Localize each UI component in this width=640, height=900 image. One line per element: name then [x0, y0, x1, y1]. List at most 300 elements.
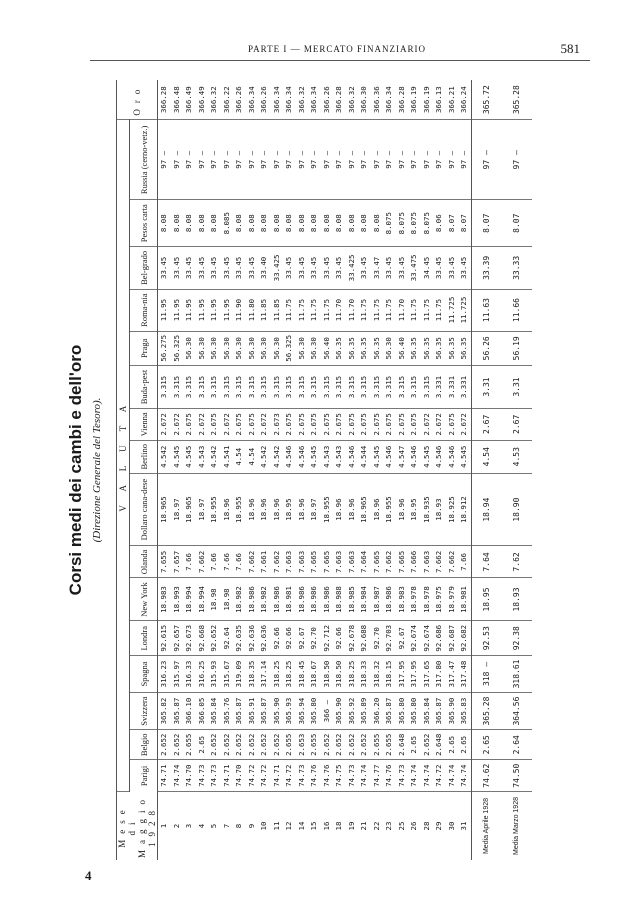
table-cell: 92.657: [171, 621, 184, 656]
table-cell: 4.546: [408, 440, 421, 473]
table-cell: 7.657: [171, 546, 184, 578]
table-cell: 8.08: [308, 200, 321, 247]
table-cell: 33.45: [221, 247, 234, 289]
table-cell: 8.08: [158, 200, 171, 247]
table-cell: 4.546: [446, 440, 459, 473]
table-cell: 18.955: [208, 473, 221, 546]
table-cell: 18.912: [458, 473, 471, 546]
table-cell: 2.672: [421, 409, 434, 441]
table-cell: 315.93: [208, 656, 221, 693]
table-cell: 8.085: [221, 200, 234, 247]
table-cell: 7.663: [283, 546, 296, 578]
row-label: 1: [159, 823, 168, 829]
table-cell: 18.984: [358, 578, 371, 621]
table-cell: 56.30: [271, 331, 284, 366]
table-cell: 7.666: [408, 546, 421, 578]
column-header: New York: [130, 578, 158, 621]
table-cell: 8.08: [283, 200, 296, 247]
average-row: [502, 80, 532, 860]
table-cell: 7.663: [421, 546, 434, 578]
table-cell: 3.331: [446, 366, 459, 409]
table-cell: 7.62: [502, 546, 532, 578]
table-cell: 318 —: [471, 656, 502, 693]
table-cell: 92.70: [371, 621, 384, 656]
table-cell: 366.28: [158, 80, 171, 120]
table-cell: 74.76: [308, 760, 321, 792]
table-cell: 8.08: [271, 200, 284, 247]
table-cell: 7.66: [233, 546, 246, 578]
table-cell: 318.67: [308, 656, 321, 693]
table-cell: 11.63: [471, 289, 502, 331]
table-cell: 56.30: [296, 331, 309, 366]
table-cell: 33.45: [208, 247, 221, 289]
table-cell: 56.35: [446, 331, 459, 366]
table-cell: 366.20: [371, 692, 384, 729]
table-cell: 2.652: [358, 730, 371, 760]
table-cell: 7.662: [433, 546, 446, 578]
table-cell: 365.94: [296, 692, 309, 729]
table-cell: 4.542: [208, 440, 221, 473]
group-header-row: [117, 80, 130, 860]
table-cell: 8.07: [446, 200, 459, 247]
table-cell: 92.67: [296, 621, 309, 656]
table-cell: 92.66: [333, 621, 346, 656]
table-cell: 2.65: [446, 730, 459, 760]
table-cell: 11.95: [196, 289, 209, 331]
table-cell: 18.955: [383, 473, 396, 546]
table-cell: 11.725: [446, 289, 459, 331]
table-cell: 3.315: [258, 366, 271, 409]
table-cell: 11.75: [371, 289, 384, 331]
table-cell: 318.25: [283, 656, 296, 693]
table-cell: 92.66: [283, 621, 296, 656]
table-body: [158, 80, 532, 860]
column-header-row: [130, 80, 158, 860]
table-cell: 74.74: [171, 760, 184, 792]
table-cell: 56.40: [321, 331, 334, 366]
table-cell: 366.34: [308, 80, 321, 120]
table-cell: 365.92: [346, 692, 359, 729]
table-cell: 366.34: [246, 80, 259, 120]
table-cell: 318.50: [321, 656, 334, 693]
table-cell: 2.672: [258, 409, 271, 441]
table-cell: 18.96: [246, 473, 259, 546]
table-cell: 365.82: [158, 692, 171, 729]
table-cell: 365.80: [408, 692, 421, 729]
table-cell: 2.652: [333, 730, 346, 760]
table-cell: 3.315: [346, 366, 359, 409]
table-cell: 7.662: [196, 546, 209, 578]
table-cell: 8.07: [471, 200, 502, 247]
table-cell: 74.73: [196, 760, 209, 792]
table-cell: 33.45: [308, 247, 321, 289]
table-cell: 8.075: [408, 200, 421, 247]
column-header: Buda-pest: [130, 366, 158, 409]
table-cell: 92.712: [321, 621, 334, 656]
table-cell: 2.65: [196, 730, 209, 760]
table-cell: 2.652: [346, 730, 359, 760]
table-cell: 97 —: [346, 120, 359, 200]
table-cell: 11.75: [421, 289, 434, 331]
table-cell: 366.05: [196, 692, 209, 729]
table-cell: 2.675: [396, 409, 409, 441]
table-cell: 74.72: [258, 760, 271, 792]
table-cell: 318.45: [296, 656, 309, 693]
table-cell: 4.545: [171, 440, 184, 473]
row-label: 7: [221, 823, 231, 829]
table-cell: 18.96: [221, 473, 234, 546]
table-cell: 318.25: [346, 656, 359, 693]
table-cell: 4.546: [433, 440, 446, 473]
table-cell: 365.28: [502, 80, 532, 120]
table-cell: 56.35: [358, 331, 371, 366]
table-cell: 7.66: [208, 546, 221, 578]
table-cell: 74.76: [321, 760, 334, 792]
table-cell: 2.675: [233, 409, 246, 441]
table-cell: 7.665: [308, 546, 321, 578]
table-cell: 11.75: [433, 289, 446, 331]
table-cell: 92.688: [358, 621, 371, 656]
table-cell: 56.30: [221, 331, 234, 366]
table-cell: 3.315: [333, 366, 346, 409]
table-cell: 18.90: [502, 473, 532, 546]
table-cell: 2.675: [296, 409, 309, 441]
table-cell: 366.19: [408, 80, 421, 120]
table-cell: 11.75: [283, 289, 296, 331]
table-cell: 366.32: [346, 80, 359, 120]
table-cell: 18.96: [371, 473, 384, 546]
row-label: 21: [359, 821, 368, 831]
table-cell: 11.85: [271, 289, 284, 331]
table-cell: 11.66: [502, 289, 532, 331]
row-label: 19: [346, 821, 356, 831]
table-cell: 97 —: [502, 120, 532, 200]
table-cell: 56.19: [502, 331, 532, 366]
table-cell: 92.636: [258, 621, 271, 656]
table-cell: 18.975: [433, 578, 446, 621]
table-cell: 2.675: [333, 409, 346, 441]
table-cell: 7.663: [333, 546, 346, 578]
table-cell: 7.66: [221, 546, 234, 578]
table-cell: 18.96: [346, 473, 359, 546]
table-cell: 2.672: [221, 409, 234, 441]
table-cell: 74.76: [383, 760, 396, 792]
table-cell: 18.93: [433, 473, 446, 546]
table-cell: 97 —: [271, 120, 284, 200]
table-cell: 8.08: [333, 200, 346, 247]
table-cell: 18.96: [271, 473, 284, 546]
table-cell: 11.70: [333, 289, 346, 331]
table-cell: 33.45: [458, 247, 471, 289]
table-cell: 18.988: [333, 578, 346, 621]
table-cell: 18.95: [408, 473, 421, 546]
table-cell: 18.983: [158, 578, 171, 621]
table-cell: 18.982: [258, 578, 271, 621]
table-cell: 18.986: [308, 578, 321, 621]
table-cell: 365.28: [471, 692, 502, 729]
table-cell: 56.30: [196, 331, 209, 366]
table-cell: 366.48: [171, 80, 184, 120]
table-cell: 18.978: [408, 578, 421, 621]
row-label: 8: [234, 823, 243, 829]
table-cell: 365.87: [258, 692, 271, 729]
table-cell: 33.39: [471, 247, 502, 289]
table-cell: 18.986: [271, 578, 284, 621]
row-label: 23: [384, 821, 393, 831]
column-header: Belgio: [130, 730, 158, 760]
table-cell: 4.545: [183, 440, 196, 473]
table-cell: 316.23: [158, 656, 171, 693]
table-cell: 97 —: [221, 120, 234, 200]
table-cell: 34.45: [421, 247, 434, 289]
table-cell: 364.56: [502, 692, 532, 729]
table-cell: 365.84: [208, 692, 221, 729]
table-cell: 2.64: [502, 730, 532, 760]
table-cell: 3.315: [246, 366, 259, 409]
table-cell: 7.661: [258, 546, 271, 578]
table-cell: 97 —: [183, 120, 196, 200]
table-cell: 317.47: [446, 656, 459, 693]
row-label: 10: [259, 821, 268, 831]
table-cell: 4.543: [196, 440, 209, 473]
page-number: 581: [560, 41, 580, 56]
table-cell: 8.06: [433, 200, 446, 247]
table-row: [208, 80, 221, 860]
table-cell: 18.96: [396, 473, 409, 546]
table-cell: 366.10: [183, 692, 196, 729]
table-cell: 18.994: [183, 578, 196, 621]
table-cell: 4.54: [246, 440, 259, 473]
table-cell: 2.67: [471, 409, 502, 441]
table-cell: 315.97: [171, 656, 184, 693]
table-cell: 366.24: [458, 80, 471, 120]
table-cell: 97 —: [371, 120, 384, 200]
table-cell: 4.546: [346, 440, 359, 473]
table-cell: 92.674: [408, 621, 421, 656]
table-cell: 33.45: [233, 247, 246, 289]
table-cell: 97 —: [433, 120, 446, 200]
table-cell: 56.35: [421, 331, 434, 366]
table-cell: 18.993: [171, 578, 184, 621]
table-cell: 8.075: [383, 200, 396, 247]
table-cell: 18.96: [296, 473, 309, 546]
table-cell: 2.675: [183, 409, 196, 441]
table-row: [296, 80, 309, 860]
table-cell: 56.30: [258, 331, 271, 366]
row-label: 16: [321, 821, 331, 831]
table-row: [383, 80, 396, 860]
table-cell: 33.45: [296, 247, 309, 289]
table-cell: 2.652: [221, 730, 234, 760]
stub-header: Mese di Maggio 1928: [117, 792, 158, 861]
table-cell: 33.45: [358, 247, 371, 289]
table-row: [446, 80, 459, 860]
table-cell: 316.25: [196, 656, 209, 693]
table-cell: 74.74: [421, 760, 434, 792]
exchange-rates-table: [116, 80, 532, 860]
table-cell: 2.672: [171, 409, 184, 441]
table-cell: 8.08: [258, 200, 271, 247]
table-cell: 315.67: [221, 656, 234, 693]
row-label: Media Aprile 1928: [471, 792, 502, 861]
table-cell: 8.08: [183, 200, 196, 247]
table-row: [358, 80, 371, 860]
table-cell: 7.662: [383, 546, 396, 578]
table-cell: 7.64: [471, 546, 502, 578]
table-cell: 74.72: [433, 760, 446, 792]
table-cell: 2.675: [358, 409, 371, 441]
table-cell: 33.47: [371, 247, 384, 289]
table-cell: 7.665: [371, 546, 384, 578]
table-cell: 2.675: [308, 409, 321, 441]
table-cell: 3.315: [233, 366, 246, 409]
table-cell: 97 —: [458, 120, 471, 200]
table-cell: 365.80: [396, 692, 409, 729]
table-cell: 2.652: [171, 730, 184, 760]
table-cell: 365.80: [308, 692, 321, 729]
table-cell: 92.703: [383, 621, 396, 656]
table-cell: 92.652: [208, 621, 221, 656]
table-cell: 4.545: [458, 440, 471, 473]
row-label: 18: [334, 821, 343, 831]
table-cell: 3.315: [308, 366, 321, 409]
table-cell: 3.315: [421, 366, 434, 409]
table-cell: 11.725: [458, 289, 471, 331]
table-cell: 74.70: [233, 760, 246, 792]
table-cell: 56.30: [183, 331, 196, 366]
table-cell: 318.33: [358, 656, 371, 693]
table-cell: 97 —: [421, 120, 434, 200]
table-row: [371, 80, 384, 860]
table-cell: 8.08: [246, 200, 259, 247]
table-cell: 3.315: [283, 366, 296, 409]
table-cell: 365.84: [421, 692, 434, 729]
table-cell: 318.25: [271, 656, 284, 693]
table-cell: 366.34: [383, 80, 396, 120]
table-cell: 8.08: [171, 200, 184, 247]
row-label: 5: [209, 823, 218, 829]
table-cell: 74.50: [502, 760, 532, 792]
table-cell: 366.21: [446, 80, 459, 120]
row-label: 2: [171, 823, 181, 829]
table-cell: 2.655: [371, 730, 384, 760]
table-cell: 74.62: [471, 760, 502, 792]
table-cell: 366.36: [371, 80, 384, 120]
table-cell: 2.652: [208, 730, 221, 760]
table-cell: 56.35: [371, 331, 384, 366]
table-cell: 7.66: [183, 546, 196, 578]
table-cell: 97 —: [171, 120, 184, 200]
table-cell: 7.662: [246, 546, 259, 578]
table-cell: 56.26: [471, 331, 502, 366]
table-cell: 97 —: [246, 120, 259, 200]
valuta-group-header: V A L U T A: [117, 120, 130, 792]
table-cell: 2.675: [283, 409, 296, 441]
table-cell: 18.986: [246, 578, 259, 621]
table-cell: 8.08: [346, 200, 359, 247]
table-cell: 366.26: [233, 80, 246, 120]
column-header: Roma-nia: [130, 289, 158, 331]
table-row: [308, 80, 321, 860]
table-cell: 92.674: [421, 621, 434, 656]
row-label: Media Marzo 1928: [513, 797, 520, 855]
table-cell: 18.96: [258, 473, 271, 546]
table-cell: 18.965: [183, 473, 196, 546]
table-cell: 366.32: [296, 80, 309, 120]
table-cell: 365.76: [221, 692, 234, 729]
table-cell: 4.54: [471, 440, 502, 473]
table-cell: 7.66: [458, 546, 471, 578]
table-cell: 8.08: [196, 200, 209, 247]
table-cell: 33.33: [502, 247, 532, 289]
row-label: 4: [196, 823, 206, 829]
table-cell: 74.71: [158, 760, 171, 792]
table-cell: 74.70: [183, 760, 196, 792]
table-cell: 2.655: [183, 730, 196, 760]
table-cell: 18.979: [446, 578, 459, 621]
table-cell: 33.45: [196, 247, 209, 289]
table-cell: 8.08: [358, 200, 371, 247]
table-cell: 18.98: [208, 578, 221, 621]
table-cell: 97 —: [308, 120, 321, 200]
row-label: 3: [184, 823, 193, 829]
table-cell: 18.97: [308, 473, 321, 546]
table-cell: 18.983: [396, 578, 409, 621]
table-cell: 365.90: [271, 692, 284, 729]
table-cell: 92.686: [433, 621, 446, 656]
table-cell: 97 —: [321, 120, 334, 200]
table-row: [246, 80, 259, 860]
table-cell: 56.35: [433, 331, 446, 366]
table-cell: 366.13: [433, 80, 446, 120]
row-label: 31: [458, 792, 471, 861]
table-cell: 2.675: [208, 409, 221, 441]
table-cell: 4.545: [421, 440, 434, 473]
table-cell: 2.65: [471, 730, 502, 760]
table-cell: 97 —: [333, 120, 346, 200]
table-cell: 97 —: [396, 120, 409, 200]
table-cell: 56.275: [158, 331, 171, 366]
table-cell: 365.87: [171, 692, 184, 729]
table-title: Corsi medi dei cambi e dell'oro: [66, 344, 85, 596]
column-header: Svizzera: [130, 692, 158, 729]
table-cell: 92.678: [346, 621, 359, 656]
table-cell: 8.075: [421, 200, 434, 247]
table-cell: 33.40: [258, 247, 271, 289]
table-cell: 92.70: [308, 621, 321, 656]
table-cell: 56.325: [171, 331, 184, 366]
column-header: Pesos carta: [130, 200, 158, 247]
table-cell: 74.73: [346, 760, 359, 792]
table-cell: 97 —: [358, 120, 371, 200]
table-cell: 4.546: [383, 440, 396, 473]
table-cell: 2.673: [271, 409, 284, 441]
table-cell: 92.66: [271, 621, 284, 656]
table-cell: 366.49: [196, 80, 209, 120]
table-cell: 92.668: [196, 621, 209, 656]
table-cell: 18.97: [171, 473, 184, 546]
table-cell: 92.53: [471, 621, 502, 656]
table-cell: 7.662: [271, 546, 284, 578]
table-cell: 2.652: [158, 730, 171, 760]
table-cell: 2.675: [408, 409, 421, 441]
table-cell: 18.985: [346, 578, 359, 621]
table-cell: 56.30: [233, 331, 246, 366]
table-cell: 92.636: [246, 621, 259, 656]
table-cell: 365.87: [383, 692, 396, 729]
table-cell: 4.545: [371, 440, 384, 473]
table-cell: 365.93: [283, 692, 296, 729]
